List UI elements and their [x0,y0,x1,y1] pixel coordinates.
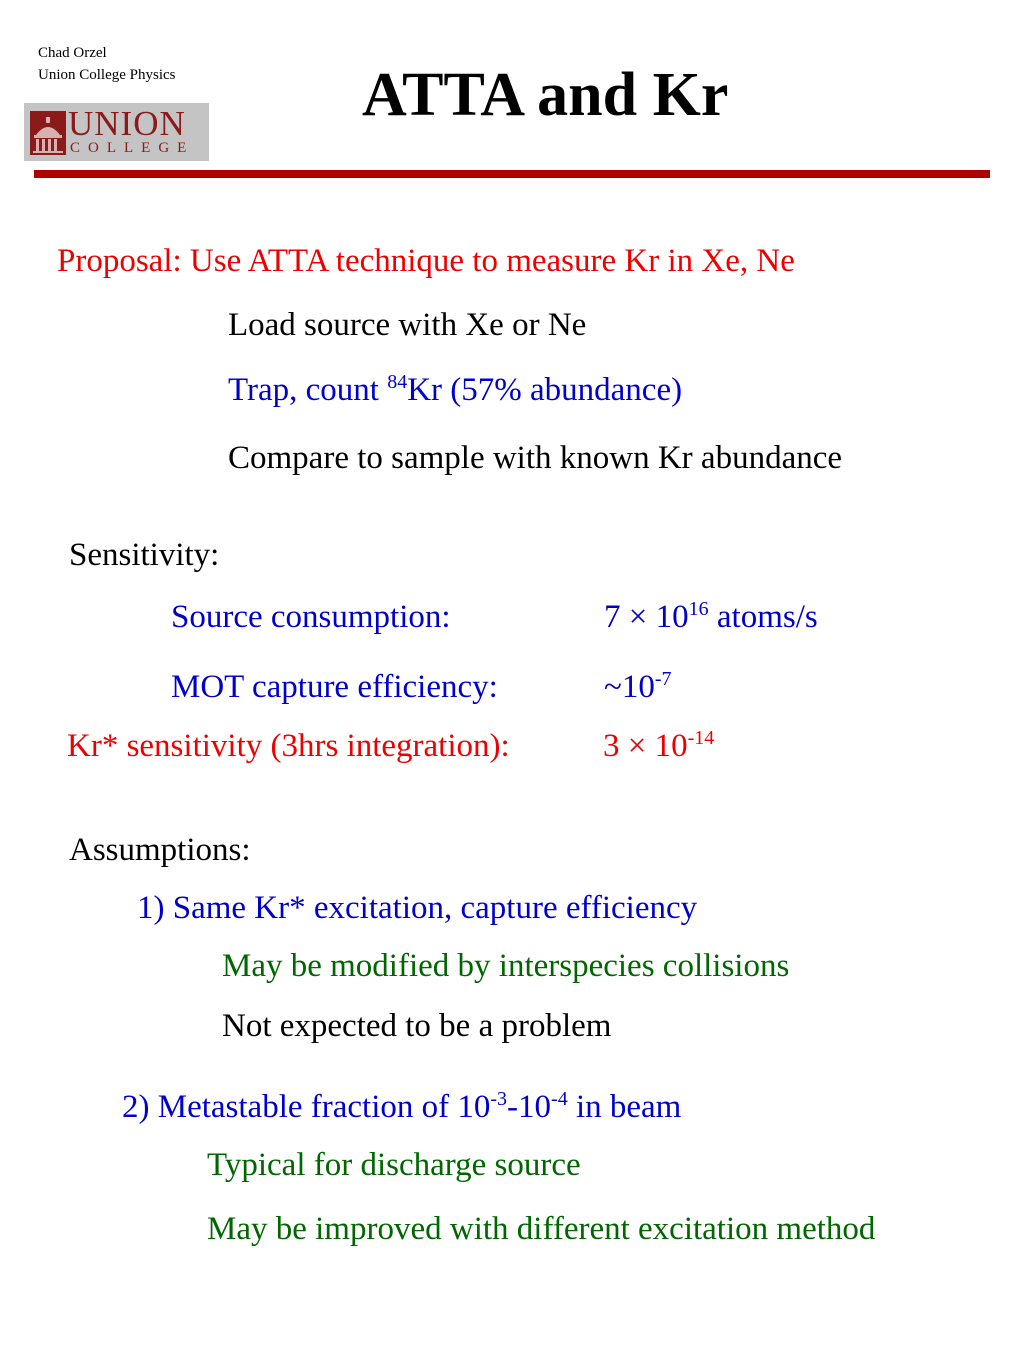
isotope-superscript: 84 [387,371,408,393]
assumption-2 [122,1087,681,1127]
kr-sensitivity-label: Kr* sensitivity (3hrs integration): [67,728,510,764]
logo-wordmark: UNION [68,104,186,143]
assumption-1-note-2: Not expected to be a problem [222,1008,612,1044]
assumptions-heading: Assumptions: [69,832,251,868]
kr-sensitivity-value [603,726,714,766]
author-affiliation: Union College Physics [38,67,176,83]
value-base: 7 × 10 [604,599,689,635]
value-exponent: -7 [654,668,672,690]
title-divider [34,170,990,178]
mot-efficiency-value [604,667,672,707]
value-exponent: -14 [687,727,715,749]
proposal-line-trap [228,370,682,410]
value-base: ~10 [604,669,655,705]
assumption-1: 1) Same Kr* excitation, capture efficiency [137,890,698,926]
assumption-2-note-2: May be improved with different excitation method [207,1211,876,1247]
proposal-line-load: Load source with Xe or Ne [228,307,587,343]
value-unit: atoms/s [708,599,818,635]
sensitivity-heading: Sensitivity: [69,537,220,573]
assumption-2-text: 2) Metastable fraction of 10 [122,1089,491,1125]
assumption-2-mid: -10 [507,1089,552,1125]
slide-title: ATTA and Kr [362,61,729,129]
mot-efficiency-label: MOT capture efficiency: [171,669,498,705]
assumption-2-end: in beam [567,1089,682,1125]
author-name: Chad Orzel [38,45,107,61]
logo-subtitle: COLLEGE [70,140,195,156]
proposal-line-compare: Compare to sample with known Kr abundance [228,440,843,476]
value-base: 3 × 10 [603,728,688,764]
value-exponent: 16 [688,598,709,620]
source-consumption-value [604,597,818,637]
proposal-heading: Proposal: Use ATTA technique to measure Kr in Xe, Ne [57,243,795,279]
assumption-2-note-1: Typical for discharge source [207,1147,581,1183]
trap-text: Trap, count [228,372,388,408]
trap-text-end: Kr (57% abundance) [407,372,683,408]
source-consumption-label: Source consumption: [171,599,451,635]
exponent-1: -3 [490,1088,508,1110]
assumption-1-note-1: May be modified by interspecies collisions [222,948,790,984]
exponent-2: -4 [551,1088,568,1110]
college-building-icon [30,111,66,155]
union-college-logo [24,103,209,161]
